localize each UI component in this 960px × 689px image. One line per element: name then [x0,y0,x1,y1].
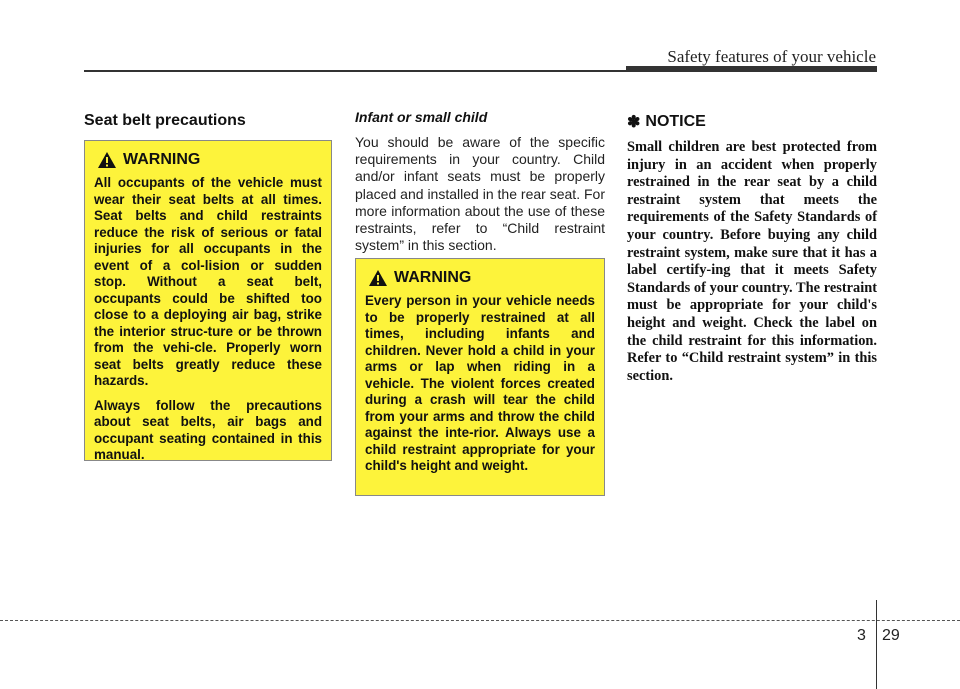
header-tab-bar [626,66,877,72]
warning-triangle-icon [368,269,388,287]
footer-rule [0,620,960,621]
warning-paragraph: All occupants of the vehicle must wear their seat belts at all times. Seat belts and child restraints reduce the risk of serious or fatal injuries for all occupants in the event of a col-lision or sudden stop. Without a seat belt, occupants could be shifted too close to a deploying air bag, strike the interior struc-ture or be thrown from the vehi-cle. Properly worn seat belts greatly reduce these hazards. [94,175,322,388]
warning-title: WARNING [394,269,472,286]
notice-heading [627,112,877,132]
left-column [84,110,332,130]
warning-header [97,151,322,169]
notice-paragraph: Small children are best protected from injury in an accident when properly restrained in the rear seat by a child restraint system that meets the requirements of the Safety Standards of your country. Before buying any child restraint system, make sure that it has a label certify-ing that it meets Safety Standards of your country. The restraint must be appropriate for your child's height and weight. Check the label on the child restraint for this information. Refer to “Child restraint system” in this section. [627,139,877,384]
notice-star-icon: ✽ [627,114,641,131]
section-heading: Seat belt precautions [84,112,246,129]
warning-box-seat-belts [84,140,332,461]
footer-divider [876,600,877,689]
warning-header [368,269,595,287]
notice-title: NOTICE [645,113,706,130]
body-paragraph: You should be aware of the specific requirements in your country. Child and/or infant seats must be properly placed and installed in the rear seat. For more information about the use of these restraints, refer to “Child restraint system” in this section. [355,134,605,254]
warning-box-child [355,258,605,496]
warning-paragraph: Always follow the precautions about seat belts, air bags and occupant seating contained in this manual. [94,397,322,462]
right-column [627,110,877,385]
chapter-number: 3 [857,627,866,644]
warning-triangle-icon [97,151,117,169]
warning-title: WARNING [123,151,201,168]
middle-column [355,110,605,254]
page-number: 29 [882,627,900,644]
sub-heading: Infant or small child [355,109,488,125]
warning-paragraph: Every person in your vehicle needs to be properly restrained at all times, including infants and children. Never hold a child in your arms or lap when riding in a vehicle. The violent forces created during a crash will tear the child from your arms and throw the child against the inte-rior. Always use a child restraint appropriate for your child's height and weight. [365,293,595,473]
page-header-title: Safety features of your vehicle [667,47,876,66]
